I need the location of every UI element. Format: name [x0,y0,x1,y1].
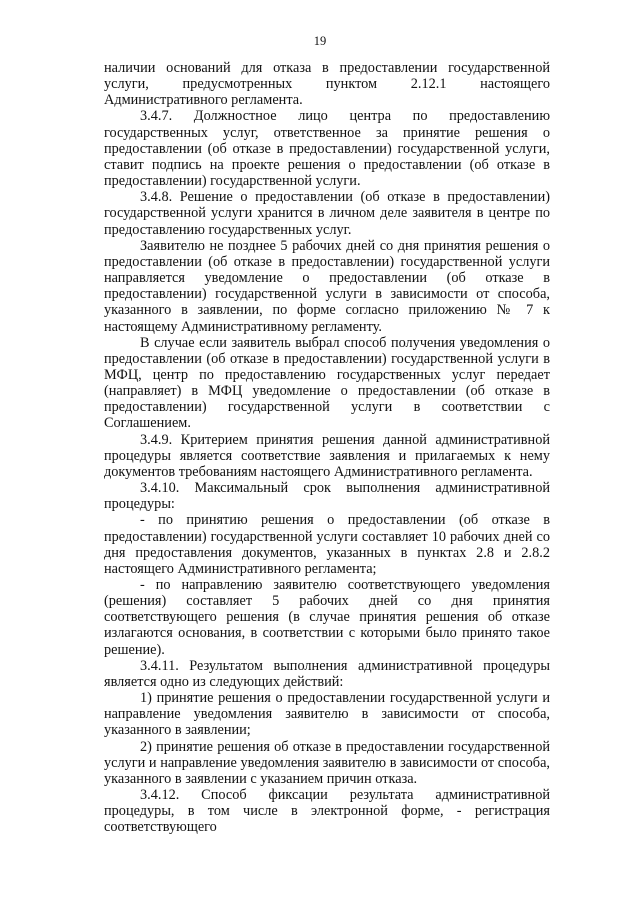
paragraph: - по принятию решения о предоставлении (об отказе в предоставлении) государственной услуги составляет 10 рабочих дней со дня предоставления документов, указанных в пунктах 2.8 и 2.8.2 настоящего Административного регламента; [104,512,550,577]
paragraph: Заявителю не позднее 5 рабочих дней со дня принятия решения о предоставлении (об отказе в предоставлении) государственной услуги направляется уведомление о предоставлении (об отказе в предоставлении) государственной услуги в зависимости от способа, указанного в заявлении, по форме согласно приложению № 7 к настоящему Административному регламенту. [104,237,550,335]
paragraph: 3.4.8. Решение о предоставлении (об отказе в предоставлении) государственной услуги хранится в личном деле заявителя в центре по предоставлению государственных услуг. [104,189,550,238]
page-body [104,60,550,836]
paragraph: В случае если заявитель выбрал способ получения уведомления о предоставлении (об отказе в предоставлении) государственной услуги в МФЦ, центр по предоставлению государственных услуг передает (направляет) в МФЦ уведомление о предоставлении (об отказе в предоставлении) государственной услуги в соответствии с Соглашением. [104,334,550,432]
paragraph: наличии оснований для отказа в предоставлении государственной услуги, предусмотренных пунктом 2.12.1 настоящего Административного регламента. [104,60,550,109]
paragraph: 3.4.10. Максимальный срок выполнения административной процедуры: [104,480,550,513]
paragraph: 2) принятие решения об отказе в предоставлении государственной услуги и направление уведомления заявителю в зависимости от способа, указанного в заявлении с указанием причин отказа. [104,738,550,787]
paragraph: 3.4.12. Способ фиксации результата административной процедуры, в том числе в электронной форме, - регистрация соответствующего [104,787,550,836]
paragraph: 3.4.7. Должностное лицо центра по предоставлению государственных услуг, ответственное за принятие решения о предоставлении (об отказе в предоставлении) государственной услуги, ставит подпись на проекте решения о предоставлении (об отказе в предоставлении) государственной услуги. [104,108,550,190]
paragraph: 3.4.11. Результатом выполнения административной процедуры является одно из следующих действий: [104,657,550,690]
paragraph: 3.4.9. Критерием принятия решения данной административной процедуры является соответствие заявления и прилагаемых к нему документов требованиям настоящего Административного регламента. [104,431,550,480]
paragraph: - по направлению заявителю соответствующего уведомления (решения) составляет 5 рабочих дней со дня принятия соответствующего решения (в случае принятия решения об отказе излагаются основания, в соответствии с которыми было принято такое решение). [104,577,550,658]
paragraph: 1) принятие решения о предоставлении государственной услуги и направление уведомления заявителю в зависимости от способа, указанного в заявлении; [104,690,550,739]
page-number: 19 [313,34,327,48]
